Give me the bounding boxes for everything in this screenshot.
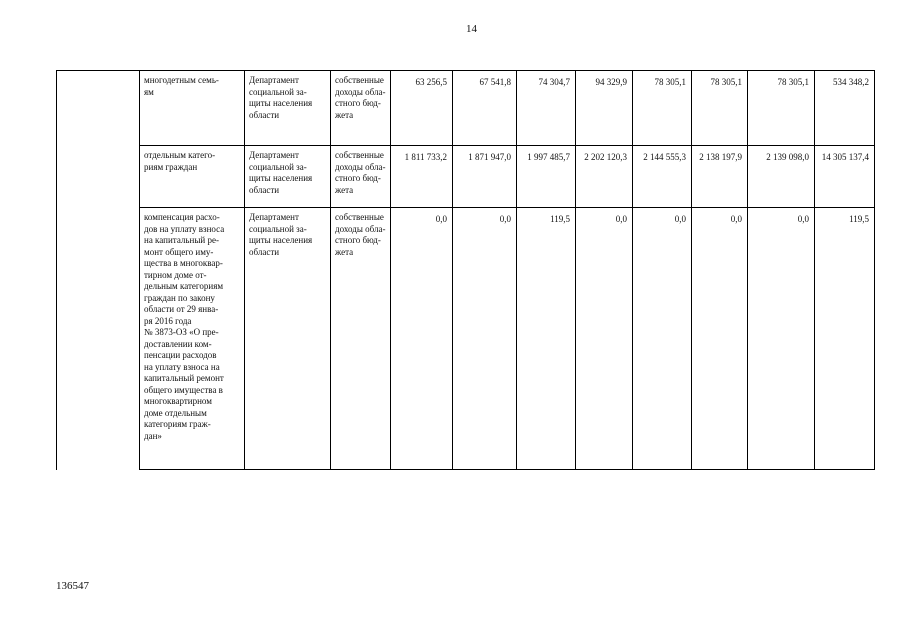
row-name-cell: компенсация расхо- дов на уплату взноса на капитальный ре- монт общего иму- щества в многоквар- тирном доме от- дельным категориям граждан по закону области от 29 янва- ря 2016 года № 3873-ОЗ «О пре- доставлении ком- пенсации расходов на уплату взноса на капитальный ремонт общего имущества в многоквартирном доме отдельным категориям граж- дан» [140,208,245,470]
row-source-cell: собственные доходы обла- стного бюд- жета [331,71,391,146]
value-cell: 78 305,1 [748,71,815,146]
empty-first-column-cell [57,71,140,470]
value-cell: 94 329,9 [576,71,633,146]
document-code: 136547 [56,580,89,592]
table-row [57,208,875,470]
total-value-cell: 119,5 [815,208,875,470]
total-value-cell: 534 348,2 [815,71,875,146]
row-source-cell: собственные доходы обла- стного бюд- жета [331,146,391,208]
value-cell: 0,0 [692,208,748,470]
value-cell: 0,0 [391,208,453,470]
value-cell: 1 997 485,7 [517,146,576,208]
value-cell: 78 305,1 [692,71,748,146]
budget-table [56,70,875,470]
value-cell: 67 541,8 [453,71,517,146]
table-row [57,71,875,146]
table-row [57,146,875,208]
value-cell: 2 202 120,3 [576,146,633,208]
row-name-cell: отдельным катего- риям граждан [140,146,245,208]
value-cell: 63 256,5 [391,71,453,146]
value-cell: 119,5 [517,208,576,470]
value-cell: 0,0 [633,208,692,470]
row-name-cell: многодетным семь- ям [140,71,245,146]
row-executor-cell: Департамент социальной за- щиты населения области [245,146,331,208]
value-cell: 2 144 555,3 [633,146,692,208]
page-number: 14 [466,23,477,35]
value-cell: 0,0 [576,208,633,470]
value-cell: 1 811 733,2 [391,146,453,208]
row-executor-cell: Департамент социальной за- щиты населения области [245,208,331,470]
row-executor-cell: Департамент социальной за- щиты населения области [245,71,331,146]
value-cell: 2 138 197,9 [692,146,748,208]
value-cell: 0,0 [453,208,517,470]
total-value-cell: 14 305 137,4 [815,146,875,208]
value-cell: 1 871 947,0 [453,146,517,208]
value-cell: 78 305,1 [633,71,692,146]
value-cell: 0,0 [748,208,815,470]
value-cell: 2 139 098,0 [748,146,815,208]
row-source-cell: собственные доходы обла- стного бюд- жета [331,208,391,470]
value-cell: 74 304,7 [517,71,576,146]
